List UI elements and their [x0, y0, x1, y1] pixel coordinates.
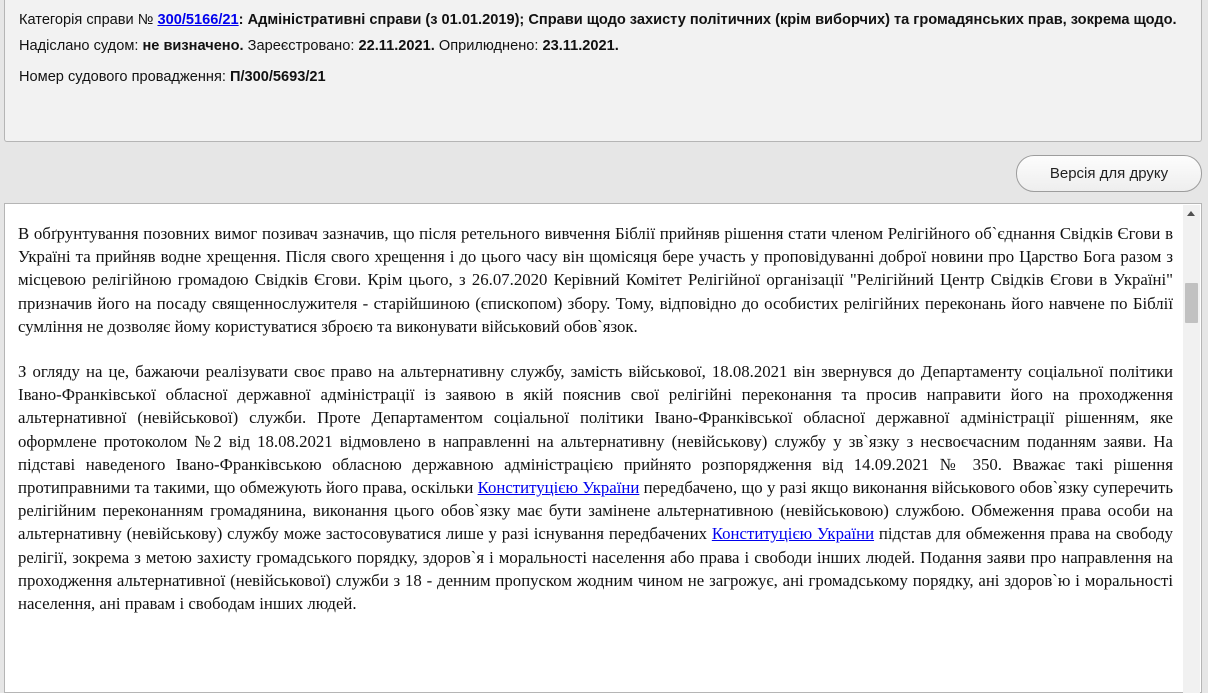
sent-by-label: Надіслано судом:: [19, 38, 139, 54]
document-paragraph: В обґрунтування позовних вимог позивач зазначив, що після ретельного вивчення Біблії прийняв рішення стати членом Релігійного об`єднання Свідків Єгови в Україні та прийняв водне хрещення. Після свого хрещення і до цього часу він щомісяця бере участь у проповідуванні доброї новини про Царство Бога разом з місцевою релігійною громадою Свідків Єгови. Крім цього, з 26.07.2020 Керівний Комітет Релігійної організації "Релігійний Центр Свідків Єгови в Україні" призначив його на посаду священнослужителя - старійшиною (єпископом) збору. Тому, відповідно до особистих релігійних переконань його навчене по Біблії сумління не дозволяє йому користуватися зброєю та виконувати військовий обов`язок.: [18, 224, 1173, 336]
document-paragraph: З огляду на це, бажаючи реалізувати своє право на альтернативну службу, замість військової, 18.08.2021 він звернувся до Департаменту соціальної політики Івано-Франківської обласної державної адміністрації із заявою в якій пояснив свої релігійні переконання та просив направити його на проходження альтернативної (невійськової) служби. Проте Департаментом соціальної політики Івано-Франківської обласної державної адміністрації рішенням, яке оформлене протоколом №2 від 18.08.2021 відмовлено в направленні на альтернативну (невійськову) службу у зв`язку з несвоєчасним поданням заяви. На підставі наведеного Івано-Франківською обласною державною адміністрацією прийнято розпорядження від 14.09.2021 № 350. Вважає такі рішення протиправними та такими, що обмежують його права, оскільки Конституцією України передбачено, що у разі якщо виконання військового обов`язку суперечить релігійним переконанням громадянина, виконання цього обов`язку має бути замінене альтернативною (невійськовою) службою. Обмеження права особи на альтернативну (невійськову) службу може застосовуватися лише у разі існування передбачених Конституцією України підстав для обмеження права на свободу релігії, зокрема з метою захисту громадського порядку, здоров`я і моральності населення або права і свободи інших людей. Подання заяви про направлення на проходження альтернативної (невійськової) служби з 18 - денним пропуском жодним чином не загрожує, ані громадському порядку, ані здоров`ю і моральності населення, ані правам і свободам інших людей.: [18, 362, 1174, 614]
case-number-link[interactable]: 300/5166/21: [157, 12, 239, 28]
scrollbar-thumb[interactable]: [1185, 283, 1198, 323]
case-info-panel: [4, 0, 1202, 142]
proceeding-value: П/300/5693/21: [229, 69, 326, 85]
sent-by-value: не визначено.: [142, 38, 244, 54]
published-value: 23.11.2021.: [542, 38, 619, 54]
constitution-link[interactable]: Конституцією України: [711, 524, 875, 544]
case-category: [19, 8, 1187, 32]
constitution-link[interactable]: Конституцією України: [477, 478, 640, 498]
print-version-button[interactable]: Версія для друку: [1016, 155, 1202, 192]
document-frame[interactable]: [4, 203, 1202, 693]
case-dates: [19, 34, 1187, 58]
category-label: Категорія справи №: [19, 12, 154, 28]
document-text: [18, 222, 1173, 637]
registered-value: 22.11.2021.: [358, 38, 435, 54]
published-label: Оприлюднено:: [438, 38, 539, 54]
proceeding-number: [19, 65, 1187, 89]
registered-label: Зареєстровано:: [247, 38, 355, 54]
category-text: : Адміністративні справи (з 01.01.2019); Справи щодо захисту політичних (крім виборчих) та громадянських прав, зокрема щодо.: [238, 12, 1177, 28]
proceeding-label: Номер судового провадження:: [19, 69, 226, 85]
vertical-scrollbar[interactable]: [1183, 205, 1200, 693]
scroll-up-arrow-icon[interactable]: [1183, 205, 1200, 222]
